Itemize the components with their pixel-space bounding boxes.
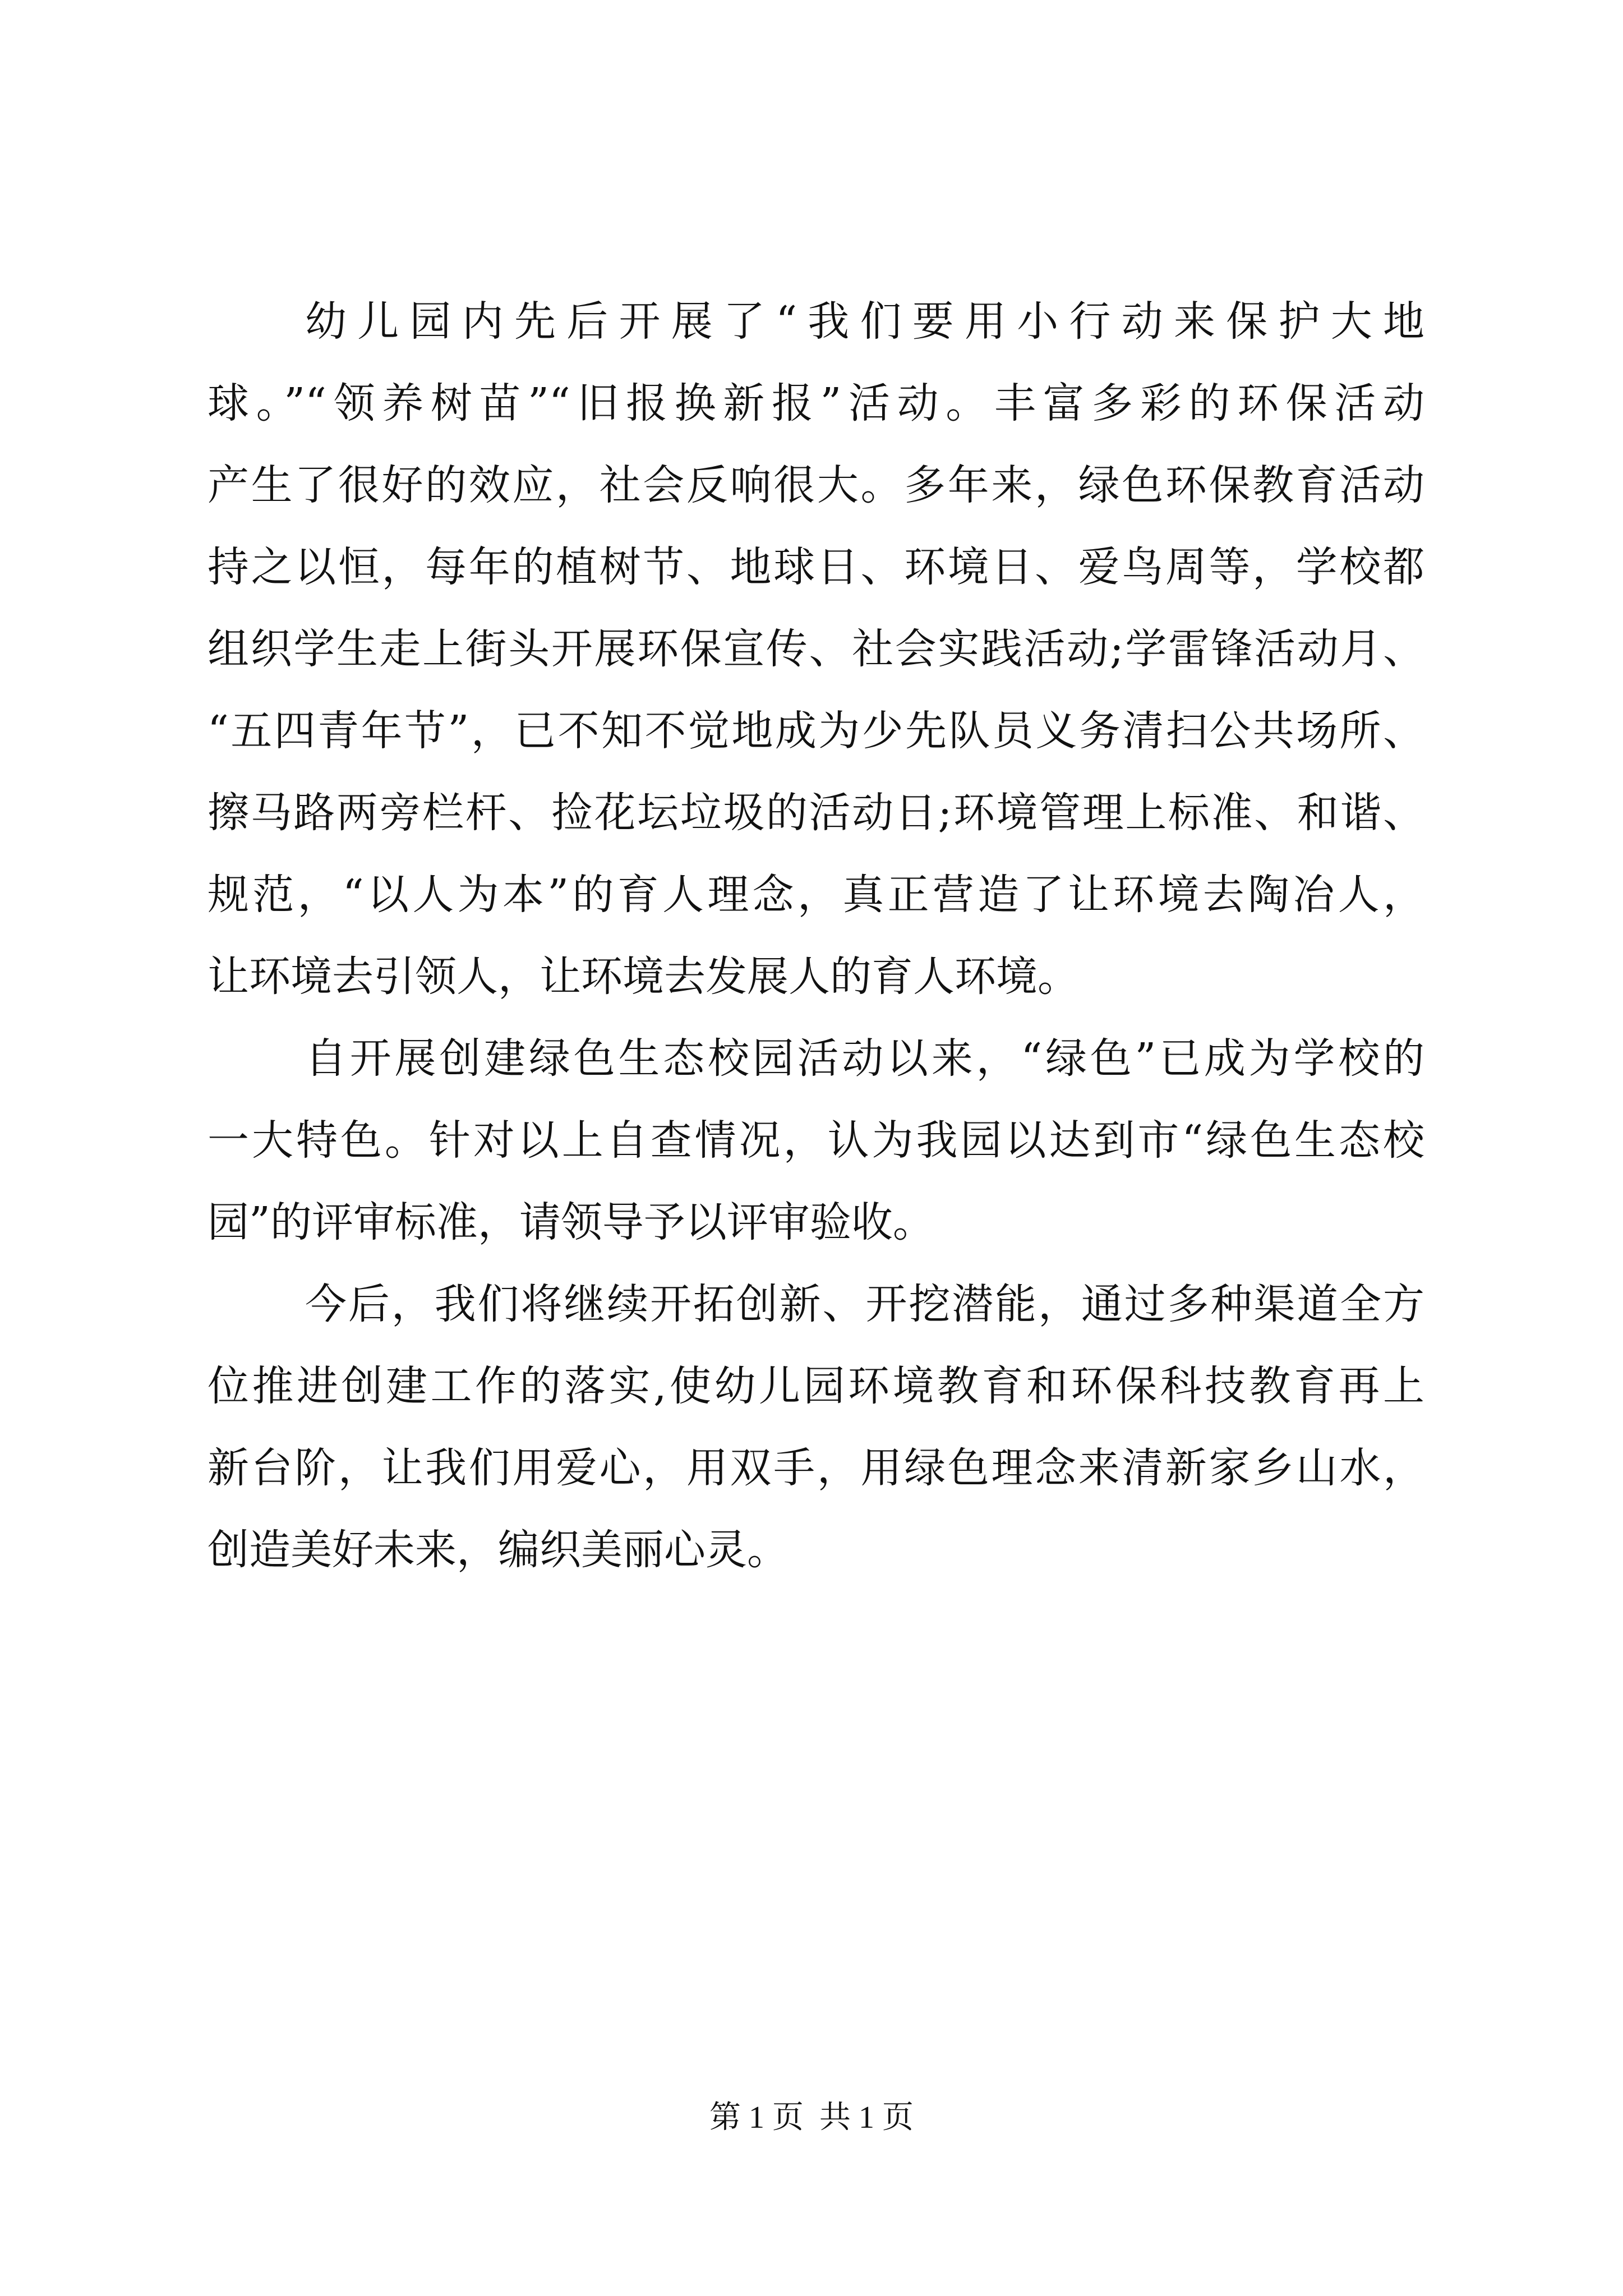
paragraph-3-line-4: 创造美好未来，编织美丽心灵。	[208, 1526, 789, 1574]
paragraph-3-line-3: 新台阶，让我们用爱心，用双手，用绿色理念来清新家乡山水，	[208, 1444, 1424, 1492]
page-footer	[0, 2095, 1623, 2140]
paragraph-1-line-1: 幼儿园内先后开展了“我们要用小行动来保护大地	[305, 297, 1424, 346]
paragraph-3-line-1: 今后，我们将继续开拓创新、开挖潜能，通过多种渠道全方	[305, 1280, 1424, 1328]
paragraph-1-line-8: 规范，“以人为本”的育人理念，真正营造了让环境去陶冶人，	[208, 871, 1424, 919]
paragraph-2-line-2: 一大特色。针对以上自查情况，认为我园以达到市“绿色生态校	[208, 1116, 1424, 1165]
document-body	[208, 280, 1424, 1591]
paragraph-1-line-2: 球。”“领养树苗”“旧报换新报”活动。丰富多彩的环保活动	[208, 379, 1424, 427]
paragraph-1-line-7: 擦马路两旁栏杆、捡花坛垃圾的活动日;环境管理上标准、和谐、	[208, 789, 1424, 837]
paragraph-1-line-9: 让环境去引领人，让环境去发展人的育人环境。	[208, 953, 1079, 1001]
paragraph-3-line-2: 位推进创建工作的落实,使幼儿园环境教育和环保科技教育再上	[208, 1362, 1424, 1410]
paragraph-2-line-3: 园”的评审标准，请领导予以评审验收。	[208, 1198, 934, 1246]
paragraph-1-line-5: 组织学生走上街头开展环保宣传、社会实践活动;学雷锋活动月、	[208, 625, 1424, 673]
paragraph-1-line-4: 持之以恒，每年的植树节、地球日、环境日、爱鸟周等，学校都	[208, 543, 1424, 591]
paragraph-1-line-6: “五四青年节”，已不知不觉地成为少先队员义务清扫公共场所、	[208, 707, 1424, 755]
page-number-label: 第 1 页 共 1 页	[709, 2100, 914, 2135]
paragraph-1-line-3: 产生了很好的效应，社会反响很大。多年来，绿色环保教育活动	[208, 461, 1424, 509]
paragraph-2-line-1: 自开展创建绿色生态校园活动以来，“绿色”已成为学校的	[305, 1034, 1424, 1083]
